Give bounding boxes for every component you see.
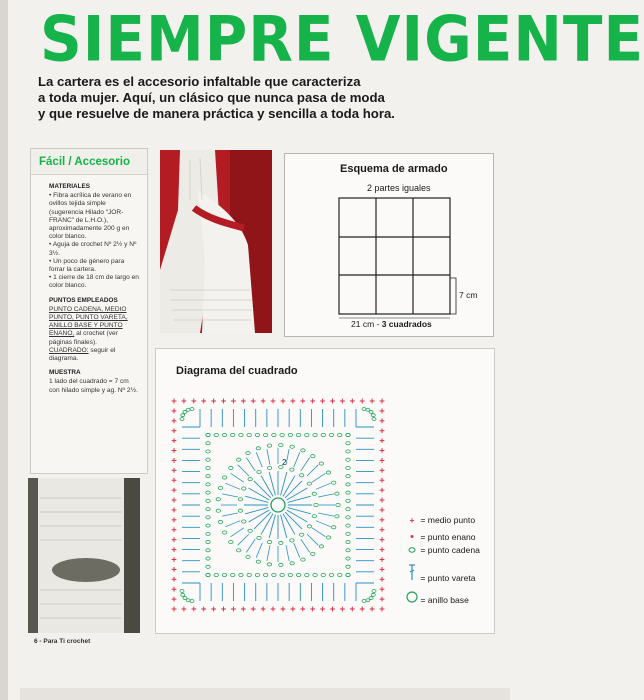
chain-stitch (242, 520, 246, 523)
chain-stitch (181, 414, 185, 417)
chain-stitch (256, 560, 260, 563)
chain-stitch (231, 573, 235, 576)
chain-stitch (239, 433, 243, 436)
chain-stitch (206, 433, 210, 436)
chain-stitch (190, 408, 194, 411)
scheme-title: Esquema de armado (340, 163, 448, 175)
chain-stitch (222, 531, 226, 534)
chain-stitch (186, 599, 190, 602)
vareta-stitch (222, 513, 238, 516)
material-item: • 1 cierre de 18 cm de largo en color blanco. (49, 274, 139, 290)
chain-stitch (372, 418, 376, 421)
chain-stitch (346, 483, 350, 486)
chain-stitch (280, 573, 284, 576)
square-text: seguir el diagrama. (49, 346, 116, 363)
scheme-width-value: 21 cm - (351, 319, 382, 329)
chain-stitch (257, 470, 261, 473)
chain-stitch (296, 433, 300, 436)
stitches-text (49, 306, 139, 347)
vareta-stitch (285, 481, 302, 498)
vareta-stitch (231, 473, 244, 482)
page-edge (0, 0, 8, 700)
chain-stitch (206, 508, 210, 511)
vareta-stitch (301, 539, 310, 552)
vareta-stitch (246, 458, 255, 471)
materials-sidebar (30, 148, 148, 474)
chain-stitch (362, 600, 366, 603)
chain-stitch (206, 458, 210, 461)
chain-stitch (237, 458, 241, 461)
vareta-stitch (267, 449, 270, 465)
chain-stitch (206, 466, 210, 469)
chain-stitch (237, 549, 241, 552)
vareta-stitch (301, 458, 310, 471)
vareta-stitch (267, 545, 270, 561)
vareta-stitch (312, 473, 325, 482)
chain-stitch (206, 442, 210, 445)
square-label: CUADRADO: (49, 346, 89, 354)
vareta-stitch (294, 543, 300, 558)
chain-stitch (346, 491, 350, 494)
gauge-text: 1 lado del cuadrado = 7 cm con hilado simple y ag. Nº 2½. (49, 378, 138, 394)
chain-stitch (206, 557, 210, 560)
chain-stitch (272, 573, 276, 576)
chain-stitch (336, 503, 340, 506)
vareta-stitch (238, 465, 249, 476)
chain-stitch (301, 449, 305, 452)
chain-stitch (229, 466, 233, 469)
chain-stitch (362, 408, 366, 411)
chain-stitch (247, 573, 251, 576)
vareta-stitch (238, 534, 249, 545)
legend-label: = medio punto (420, 515, 476, 525)
chain-stitch (222, 433, 226, 436)
chain-stitch (239, 573, 243, 576)
chain-stitch (288, 573, 292, 576)
chain-stitch (267, 466, 271, 469)
scheme-grid (285, 154, 493, 336)
chain-stitch (346, 458, 350, 461)
chain-stitch (255, 573, 259, 576)
chain-stitch (181, 593, 185, 596)
vareta-stitch (307, 465, 318, 476)
chain-stitch (206, 499, 210, 502)
base-ring (271, 498, 285, 512)
chain-stitch (206, 450, 210, 453)
chain-stitch (279, 466, 283, 469)
chain-stitch (346, 433, 350, 436)
chain-stitch (299, 474, 303, 477)
vareta-stitch (286, 449, 289, 465)
chain-stitch (372, 590, 376, 593)
chain-stitch (346, 508, 350, 511)
page-title: SIEMPRE VIGENTE (40, 2, 644, 76)
chain-stitch (186, 408, 190, 411)
chain-stitch (206, 532, 210, 535)
chain-stitch (290, 445, 294, 448)
chain-stitch (279, 541, 283, 544)
chain-stitch (346, 450, 350, 453)
chain-stitch (338, 573, 342, 576)
chain-stitch (248, 478, 252, 481)
legend-item (406, 531, 476, 543)
chain-stitch (305, 433, 309, 436)
chain-stitch (332, 526, 336, 529)
chain-stitch (238, 509, 242, 512)
chain-stitch (238, 498, 242, 501)
chain-stitch (214, 573, 218, 576)
chain-stitch (329, 433, 333, 436)
chain-stitch (307, 482, 311, 485)
vareta-stitch (318, 513, 334, 516)
square-instruction (49, 347, 139, 363)
chain-stitch (366, 599, 370, 602)
intro-line: La cartera es el accesorio infaltable que caracteriza (38, 74, 361, 89)
chain-stitch (326, 536, 330, 539)
chain-stitch (190, 600, 194, 603)
vareta-stitch (285, 512, 302, 529)
chain-stitch (321, 433, 325, 436)
ring-icon (406, 591, 418, 605)
chain-stitch (206, 524, 210, 527)
vareta-stitch (286, 545, 289, 561)
vareta-stitch (254, 512, 271, 529)
round-number: 2 (282, 458, 287, 467)
sidebar-body (31, 175, 147, 395)
vareta-stitch (225, 483, 240, 489)
chain-stitch (222, 476, 226, 479)
chain-stitch (311, 552, 315, 555)
chain-stitch (290, 539, 294, 542)
chain-stitch (248, 529, 252, 532)
legend-item (406, 563, 476, 583)
chain-stitch (267, 444, 271, 447)
chain-stitch (312, 515, 316, 518)
chain-stitch (218, 520, 222, 523)
chain-stitch (346, 557, 350, 560)
chain-stitch (246, 555, 250, 558)
chain-stitch (279, 443, 283, 446)
legend-label: = punto vareta (420, 573, 476, 583)
chain-stitch (311, 455, 315, 458)
chain-stitch (338, 433, 342, 436)
page-bottom-edge (20, 688, 510, 700)
chain-stitch (267, 563, 271, 566)
vareta-stitch (246, 539, 255, 552)
chain-stitch (346, 540, 350, 543)
scheme-subtitle: 2 partes iguales (367, 183, 431, 193)
vareta-stitch (225, 521, 240, 527)
chain-stitch (267, 540, 271, 543)
chain-stitch (299, 533, 303, 536)
chain-stitch (319, 462, 323, 465)
vareta-stitch (256, 452, 262, 467)
chain-stitch (296, 573, 300, 576)
intro-line: y que resuelve de manera práctica y sencilla a toda hora. (38, 106, 395, 121)
chain-stitch (335, 492, 339, 495)
vareta-stitch (222, 494, 238, 497)
chain-stitch (335, 515, 339, 518)
material-item: • Un poco de género para forrar la cartera. (49, 257, 125, 274)
chain-stitch (180, 590, 184, 593)
materials-title: MATERIALES (49, 183, 91, 190)
chain-stitch (290, 468, 294, 471)
chain-stitch (255, 433, 259, 436)
chain-stitch (206, 516, 210, 519)
stitches-title: PUNTOS EMPLEADOS (49, 296, 118, 304)
stitches-note: al crochet (ver páginas finales). (49, 330, 118, 346)
chain-stitch (206, 491, 210, 494)
chain-stitch (332, 481, 336, 484)
chain-stitch (346, 573, 350, 576)
chain-stitch (206, 573, 210, 576)
chain-stitch (206, 540, 210, 543)
vareta-stitch (294, 452, 300, 467)
chain-stitch (290, 562, 294, 565)
vareta-stitch (312, 528, 325, 537)
plus-icon: + (409, 515, 415, 525)
chain-stitch (263, 433, 267, 436)
chain-stitch (257, 536, 261, 539)
legend-label: = punto enano (420, 532, 476, 542)
material-item: • Fibra acrílica de verano en ovillos tejida simple (sugerencia Hilado “JOR-FRANC” de L.H.O.), aproximadamente 200 g en color blanco. (49, 192, 132, 241)
bag-detail-photo (28, 478, 140, 633)
chain-stitch (319, 545, 323, 548)
dot-icon: • (410, 531, 414, 543)
chain-icon (406, 545, 418, 555)
scheme-width-label (351, 319, 432, 329)
chain-stitch (301, 558, 305, 561)
chain-stitch (256, 447, 260, 450)
chain-stitch (346, 565, 350, 568)
diagram-title: Diagrama del cuadrado (176, 365, 298, 377)
chain-stitch (288, 433, 292, 436)
chain-stitch (272, 433, 276, 436)
chain-stitch (326, 471, 330, 474)
chain-stitch (307, 525, 311, 528)
bag-handle-photo (160, 150, 272, 333)
vareta-icon (406, 563, 418, 583)
crochet-chart (162, 389, 394, 621)
chain-stitch (180, 418, 184, 421)
square-diagram-panel (155, 348, 495, 634)
chain-stitch (231, 433, 235, 436)
chain-stitch (218, 486, 222, 489)
material-item: • Aguja de crochet Nº 2½ y Nº 3½. (49, 241, 137, 257)
chain-stitch (321, 573, 325, 576)
chain-stitch (313, 433, 317, 436)
vareta-stitch (318, 494, 334, 497)
chain-stitch (346, 475, 350, 478)
chain-stitch (346, 524, 350, 527)
chain-stitch (247, 433, 251, 436)
difficulty-heading: Fácil / Accesorio (31, 149, 147, 175)
chain-stitch (346, 442, 350, 445)
chain-stitch (246, 451, 250, 454)
legend-label: = punto cadena (420, 545, 480, 555)
chain-stitch (279, 563, 283, 566)
chain-stitch (229, 540, 233, 543)
chain-stitch (346, 499, 350, 502)
chain-stitch (366, 408, 370, 411)
stitches-list: PUNTO CADENA, MEDIO PUNTO, PUNTO VARETA, ANILLO BASE Y PUNTO ENANO, (49, 305, 128, 338)
chain-stitch (346, 549, 350, 552)
chain-stitch (313, 573, 317, 576)
chain-stitch (214, 433, 218, 436)
intro-text (38, 74, 508, 122)
chain-stitch (305, 573, 309, 576)
chain-stitch (216, 498, 220, 501)
gauge-title: MUESTRA (49, 369, 81, 377)
vareta-stitch (231, 528, 244, 537)
vareta-stitch (316, 483, 331, 489)
chain-stitch (206, 475, 210, 478)
chain-stitch (280, 433, 284, 436)
chain-stitch (242, 487, 246, 490)
legend-item (406, 591, 469, 603)
vareta-stitch (256, 543, 262, 558)
scheme-width-squares: 3 cuadrados (381, 319, 432, 329)
assembly-scheme (284, 153, 494, 337)
intro-line: a toda mujer. Aquí, un clásico que nunca pasa de moda (38, 90, 385, 105)
chain-stitch (263, 573, 267, 576)
chain-stitch (216, 509, 220, 512)
chain-stitch (346, 466, 350, 469)
chain-stitch (206, 565, 210, 568)
page-footer: 6 - Para Ti crochet (34, 638, 91, 645)
chain-stitch (329, 573, 333, 576)
vareta-stitch (254, 481, 271, 498)
chain-stitch (346, 516, 350, 519)
legend-item (406, 545, 480, 557)
chain-stitch (346, 532, 350, 535)
chain-stitch (312, 492, 316, 495)
chain-stitch (206, 549, 210, 552)
legend-item (406, 515, 475, 527)
chain-stitch (206, 483, 210, 486)
chain-stitch (314, 503, 318, 506)
chain-stitch (222, 573, 226, 576)
scheme-height-label: 7 cm (459, 290, 478, 300)
chain-stitch (371, 593, 375, 596)
legend-label: = anillo base (420, 595, 469, 605)
vareta-stitch (316, 521, 331, 527)
vareta-stitch (307, 534, 318, 545)
chain-stitch (371, 414, 375, 417)
